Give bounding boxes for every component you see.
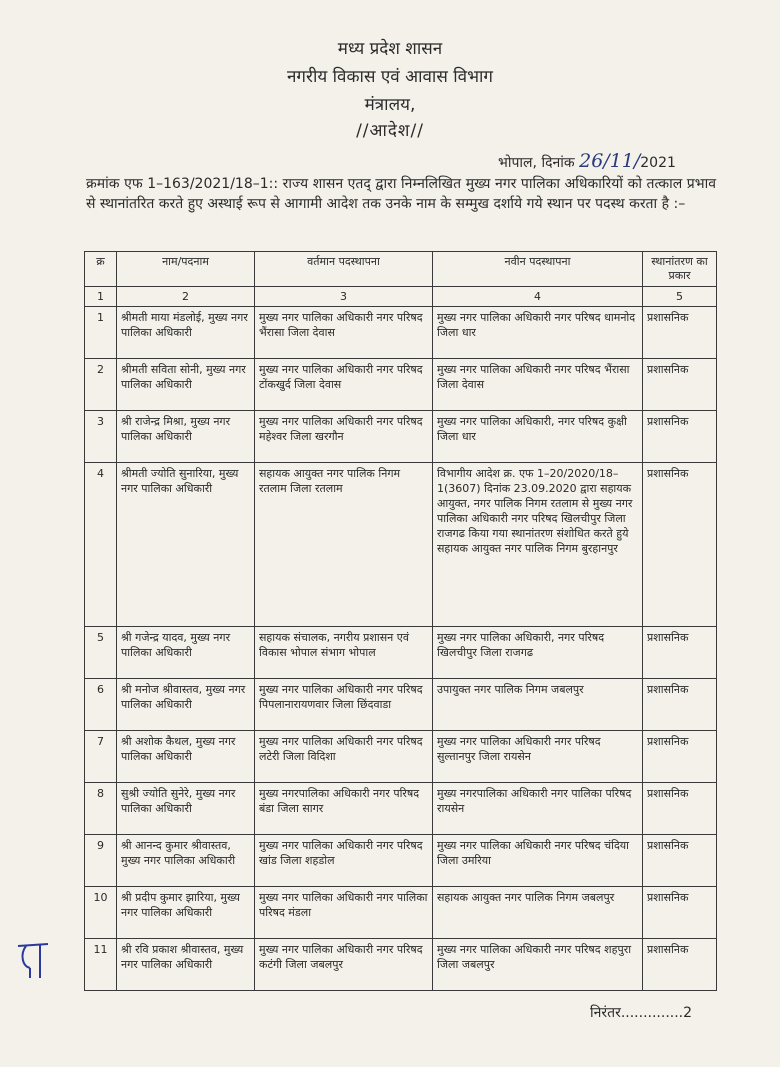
column-number-row xyxy=(85,287,717,307)
new-posting-cell: मुख्य नगर पालिका अधिकारी नगर परिषद धामनोद जिला धार xyxy=(433,307,643,359)
transfer-type-cell: प्रशासनिक xyxy=(643,359,717,411)
serial-number-cell: 3 xyxy=(85,411,117,463)
officer-name-cell: श्रीमती माया मंडलोई, मुख्य नगर पालिका अधिकारी xyxy=(117,307,255,359)
table-row xyxy=(85,939,717,991)
column-number: 1 xyxy=(85,287,117,307)
current-posting-cell: सहायक आयुक्त नगर पालिक निगम रतलाम जिला रतलाम xyxy=(255,463,433,627)
header-transfer-type: स्थानांतरण का प्रकार xyxy=(643,252,717,287)
date-year: 2021 xyxy=(640,155,676,171)
serial-number-cell: 8 xyxy=(85,783,117,835)
order-title: //आदेश// xyxy=(356,121,424,141)
table-row xyxy=(85,627,717,679)
table-row xyxy=(85,731,717,783)
new-posting-cell: मुख्य नगर पालिका अधिकारी नगर परिषद भैंरासा जिला देवास xyxy=(433,359,643,411)
table-row xyxy=(85,835,717,887)
date-line xyxy=(498,150,676,172)
new-posting-cell: विभागीय आदेश क्र. एफ 1–20/2020/18–1(3607) दिनांक 23.09.2020 द्वारा सहायक आयुक्त, नगर पालिक निगम रतलाम से मुख्य नगर पालिका अधिकारी नगर परिषद खिलचीपुर जिला राजगढ किया गया स्थानांतरण संशोधित करते हुये सहायक आयुक्त नगर पालिक निगम बुरहानपुर xyxy=(433,463,643,627)
ministry-title: मंत्रालय, xyxy=(364,95,416,115)
header-name: नाम/पदनाम xyxy=(117,252,255,287)
officer-name-cell: श्री रवि प्रकाश श्रीवास्तव, मुख्य नगर पालिका अधिकारी xyxy=(117,939,255,991)
table-row xyxy=(85,783,717,835)
current-posting-cell: मुख्य नगर पालिका अधिकारी नगर परिषद टोंकखुर्द जिला देवास xyxy=(255,359,433,411)
transfer-type-cell: प्रशासनिक xyxy=(643,731,717,783)
table-header-row xyxy=(85,252,717,287)
serial-number-cell: 5 xyxy=(85,627,117,679)
transfer-type-cell: प्रशासनिक xyxy=(643,783,717,835)
serial-number-cell: 2 xyxy=(85,359,117,411)
current-posting-cell: मुख्य नगर पालिका अधिकारी नगर परिषद पिपलानारायणवार जिला छिंदवाडा xyxy=(255,679,433,731)
column-number: 5 xyxy=(643,287,717,307)
handwritten-initial-mark xyxy=(14,938,54,982)
transfer-table xyxy=(84,251,717,991)
serial-number-cell: 10 xyxy=(85,887,117,939)
current-posting-cell: मुख्य नगरपालिका अधिकारी नगर परिषद बंडा जिला सागर xyxy=(255,783,433,835)
new-posting-cell: मुख्य नगर पालिका अधिकारी नगर परिषद सुल्तानपुर जिला रायसेन xyxy=(433,731,643,783)
department-title: नगरीय विकास एवं आवास विभाग xyxy=(287,67,493,87)
header-current-posting: वर्तमान पदस्थापना xyxy=(255,252,433,287)
officer-name-cell: श्रीमती ज्योति सुनारिया, मुख्य नगर पालिका अधिकारी xyxy=(117,463,255,627)
transfer-type-cell: प्रशासनिक xyxy=(643,887,717,939)
continued-footer: निरंतर..............2 xyxy=(590,1005,693,1021)
new-posting-cell: मुख्य नगर पालिका अधिकारी, नगर परिषद कुक्षी जिला धार xyxy=(433,411,643,463)
table-row xyxy=(85,359,717,411)
officer-name-cell: श्री राजेन्द्र मिश्रा, मुख्य नगर पालिका अधिकारी xyxy=(117,411,255,463)
officer-name-cell: श्री गजेन्द्र यादव, मुख्य नगर पालिका अधिकारी xyxy=(117,627,255,679)
column-number: 2 xyxy=(117,287,255,307)
officer-name-cell: श्री प्रदीप कुमार झारिया, मुख्य नगर पालिका अधिकारी xyxy=(117,887,255,939)
officer-name-cell: श्री मनोज श्रीवास्तव, मुख्य नगर पालिका अधिकारी xyxy=(117,679,255,731)
new-posting-cell: मुख्य नगरपालिका अधिकारी नगर पालिका परिषद रायसेन xyxy=(433,783,643,835)
handwritten-date: 26/11/ xyxy=(579,150,641,172)
table-row xyxy=(85,411,717,463)
current-posting-cell: सहायक संचालक, नगरीय प्रशासन एवं विकास भोपाल संभाग भोपाल xyxy=(255,627,433,679)
column-number: 3 xyxy=(255,287,433,307)
table-row xyxy=(85,887,717,939)
date-prefix: भोपाल, दिनांक xyxy=(498,155,575,171)
header-sn: क्र xyxy=(85,252,117,287)
officer-name-cell: श्री अशोक कैथल, मुख्य नगर पालिका अधिकारी xyxy=(117,731,255,783)
officer-name-cell: श्री आनन्द कुमार श्रीवास्तव, मुख्य नगर पालिका अधिकारी xyxy=(117,835,255,887)
transfer-type-cell: प्रशासनिक xyxy=(643,627,717,679)
header-new-posting: नवीन पदस्थापना xyxy=(433,252,643,287)
table-row xyxy=(85,463,717,627)
new-posting-cell: मुख्य नगर पालिका अधिकारी नगर परिषद चंदिया जिला उमरिया xyxy=(433,835,643,887)
serial-number-cell: 6 xyxy=(85,679,117,731)
order-paragraph: क्रमांक एफ 1–163/2021/18–1:: राज्य शासन एतद् द्वारा निम्नलिखित मुख्य नगर पालिका अधिकारियों को तत्काल प्रभाव से स्थानांतरित करते हुए अस्थाई रूप से आगामी आदेश तक उनके नाम के सम्मुख दर्शाये गये स्थान पर पदस्थ करता है :– xyxy=(86,176,716,212)
new-posting-cell: उपायुक्त नगर पालिक निगम जबलपुर xyxy=(433,679,643,731)
serial-number-cell: 1 xyxy=(85,307,117,359)
current-posting-cell: मुख्य नगर पालिका अधिकारी नगर परिषद भैंरासा जिला देवास xyxy=(255,307,433,359)
new-posting-cell: मुख्य नगर पालिका अधिकारी नगर परिषद शहपुरा जिला जबलपुर xyxy=(433,939,643,991)
current-posting-cell: मुख्य नगर पालिका अधिकारी नगर परिषद कटंगी जिला जबलपुर xyxy=(255,939,433,991)
current-posting-cell: मुख्य नगर पालिका अधिकारी नगर परिषद खांड जिला शहडोल xyxy=(255,835,433,887)
new-posting-cell: मुख्य नगर पालिका अधिकारी, नगर परिषद खिलचीपुर जिला राजगढ xyxy=(433,627,643,679)
table-row xyxy=(85,679,717,731)
current-posting-cell: मुख्य नगर पालिका अधिकारी नगर परिषद महेश्वर जिला खरगौन xyxy=(255,411,433,463)
current-posting-cell: मुख्य नगर पालिका अधिकारी नगर परिषद लटेरी जिला विदिशा xyxy=(255,731,433,783)
current-posting-cell: मुख्य नगर पालिका अधिकारी नगर पालिका परिषद मंडला xyxy=(255,887,433,939)
transfer-type-cell: प्रशासनिक xyxy=(643,463,717,627)
serial-number-cell: 4 xyxy=(85,463,117,627)
column-number: 4 xyxy=(433,287,643,307)
transfer-type-cell: प्रशासनिक xyxy=(643,411,717,463)
serial-number-cell: 11 xyxy=(85,939,117,991)
serial-number-cell: 9 xyxy=(85,835,117,887)
transfer-type-cell: प्रशासनिक xyxy=(643,307,717,359)
table-row xyxy=(85,307,717,359)
transfer-type-cell: प्रशासनिक xyxy=(643,679,717,731)
officer-name-cell: श्रीमती सविता सोनी, मुख्य नगर पालिका अधिकारी xyxy=(117,359,255,411)
transfer-type-cell: प्रशासनिक xyxy=(643,835,717,887)
government-title: मध्य प्रदेश शासन xyxy=(337,39,443,59)
transfer-type-cell: प्रशासनिक xyxy=(643,939,717,991)
new-posting-cell: सहायक आयुक्त नगर पालिक निगम जबलपुर xyxy=(433,887,643,939)
officer-name-cell: सुश्री ज्योति सुनेरे, मुख्य नगर पालिका अधिकारी xyxy=(117,783,255,835)
serial-number-cell: 7 xyxy=(85,731,117,783)
